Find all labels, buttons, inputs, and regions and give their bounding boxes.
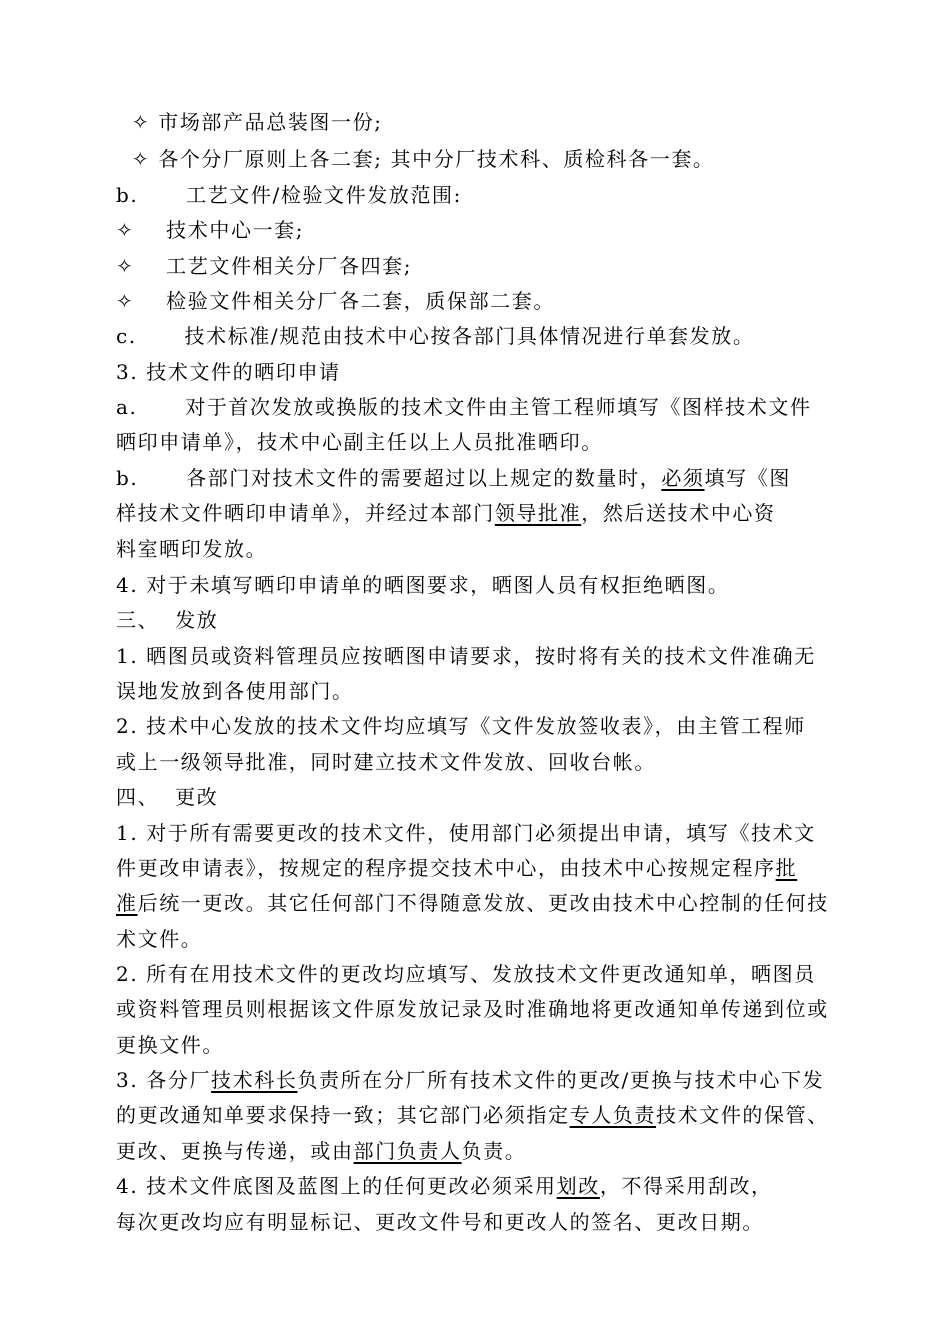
text-line: [116, 287, 856, 315]
text-segment: ✧ 各个分厂原则上各二套; 其中分厂技术科、质检科各一套。: [116, 147, 715, 171]
text-line: [116, 322, 856, 350]
text-segment: ✧ 工艺文件相关分厂各四套;: [116, 254, 413, 278]
text-segment: 四、 更改: [116, 785, 219, 809]
text-segment: 术文件。: [116, 927, 203, 951]
underlined-text: 批: [775, 856, 798, 880]
text-segment: 4. 技术文件底图及蓝图上的任何更改必须采用: [116, 1174, 557, 1198]
text-segment: 负责所在分厂所有技术文件的更改/更换与技术中心下发: [297, 1068, 825, 1092]
text-line: [116, 995, 856, 1023]
text-line: [116, 1101, 856, 1129]
text-line: [116, 252, 856, 280]
text-segment: c. 技术标准/规范由技术中心按各部门具体情况进行单套发放。: [116, 324, 755, 348]
text-segment: 晒印申请单》，技术中心副主任以上人员批准晒印。: [116, 430, 603, 454]
text-segment: 每次更改均应有明显标记、更改文件号和更改人的签名、更改日期。: [116, 1210, 764, 1234]
underlined-text: 专人负责: [569, 1103, 657, 1127]
text-segment: 的更改通知单要求保持一致；其它部门必须指定: [116, 1103, 570, 1127]
text-segment: 更换文件。: [116, 1033, 224, 1057]
text-segment: 2. 所有在用技术文件的更改均应填写、发放技术文件更改通知单，晒图员: [116, 962, 816, 986]
text-segment: 1. 晒图员或资料管理员应按晒图申请要求，按时将有关的技术文件准确无: [116, 644, 816, 668]
text-line: [116, 464, 856, 492]
underlined-text: 准: [116, 891, 138, 915]
text-segment: 2. 技术中心发放的技术文件均应填写《文件发放签收表》，由主管工程师: [116, 714, 806, 738]
text-line: [116, 606, 856, 634]
text-line: [116, 712, 856, 740]
text-segment: 技术文件的保管、: [656, 1103, 829, 1127]
text-segment: 3. 技术文件的晒印申请: [116, 360, 341, 384]
underlined-text: 技术科长: [211, 1068, 298, 1092]
text-line: [116, 145, 856, 173]
text-segment: 样技术文件晒印申请单》，并经过本部门: [116, 501, 495, 525]
text-segment: a. 对于首次发放或换版的技术文件由主管工程师填写《图样技术文件: [116, 395, 812, 419]
text-segment: ，不得采用刮改，: [599, 1174, 773, 1198]
text-line: [116, 677, 856, 705]
text-segment: ✧ 检验文件相关分厂各二套，质保部二套。: [116, 289, 555, 313]
text-line: [116, 783, 856, 811]
text-segment: 3. 各分厂: [116, 1068, 212, 1092]
text-line: [116, 393, 856, 421]
underlined-text: 必须: [661, 466, 705, 490]
text-segment: b. 工艺文件/检验文件发放范围:: [116, 183, 462, 207]
text-line: [116, 1208, 856, 1236]
text-line: [116, 216, 856, 244]
text-segment: 1. 对于所有需要更改的技术文件，使用部门必须提出申请，填写《技术文: [116, 821, 816, 845]
text-line: [116, 499, 856, 527]
underlined-text: 部门负责人: [353, 1139, 462, 1163]
text-line: [116, 428, 856, 456]
text-segment: 填写《图: [704, 466, 791, 490]
text-segment: 料室晒印发放。: [116, 537, 268, 561]
text-line: [116, 925, 856, 953]
text-segment: 三、 发放: [116, 608, 219, 632]
underlined-text: 领导批准: [494, 501, 582, 525]
text-segment: ，然后送技术中心资: [581, 501, 776, 525]
text-segment: 或上一级领导批准，同时建立技术文件发放、回收台帐。: [116, 750, 656, 774]
text-segment: ✧ 市场部产品总装图一份;: [116, 110, 383, 134]
text-line: [116, 1137, 856, 1165]
text-line: [116, 854, 856, 882]
text-line: [116, 181, 856, 209]
text-segment: 更改、更换与传递，或由: [116, 1139, 354, 1163]
text-line: [116, 960, 856, 988]
text-segment: 件更改申请表》，按规定的程序提交技术中心，由技术中心按规定程序: [116, 856, 776, 880]
text-line: [116, 748, 856, 776]
text-line: [116, 642, 856, 670]
text-segment: 后统一更改。其它任何部门不得随意发放、更改由技术中心控制的任何技: [137, 891, 829, 915]
underlined-text: 划改: [556, 1174, 600, 1198]
text-line: [116, 1031, 856, 1059]
text-line: [116, 1172, 856, 1200]
text-line: [116, 571, 856, 599]
text-segment: 负责。: [461, 1139, 527, 1163]
text-line: [116, 1066, 856, 1094]
text-line: [116, 819, 856, 847]
text-segment: 4. 对于未填写晒印申请单的晒图要求，晒图人员有权拒绝晒图。: [116, 573, 730, 597]
text-segment: 误地发放到各使用部门。: [116, 679, 354, 703]
text-line: [116, 535, 856, 563]
text-line: [116, 889, 856, 917]
text-line: [116, 358, 856, 386]
text-segment: b. 各部门对技术文件的需要超过以上规定的数量时，: [116, 466, 662, 490]
text-segment: ✧ 技术中心一套;: [116, 218, 305, 242]
text-line: [116, 108, 856, 136]
text-segment: 或资料管理员则根据该文件原发放记录及时准确地将更改通知单传递到位或: [116, 997, 829, 1021]
